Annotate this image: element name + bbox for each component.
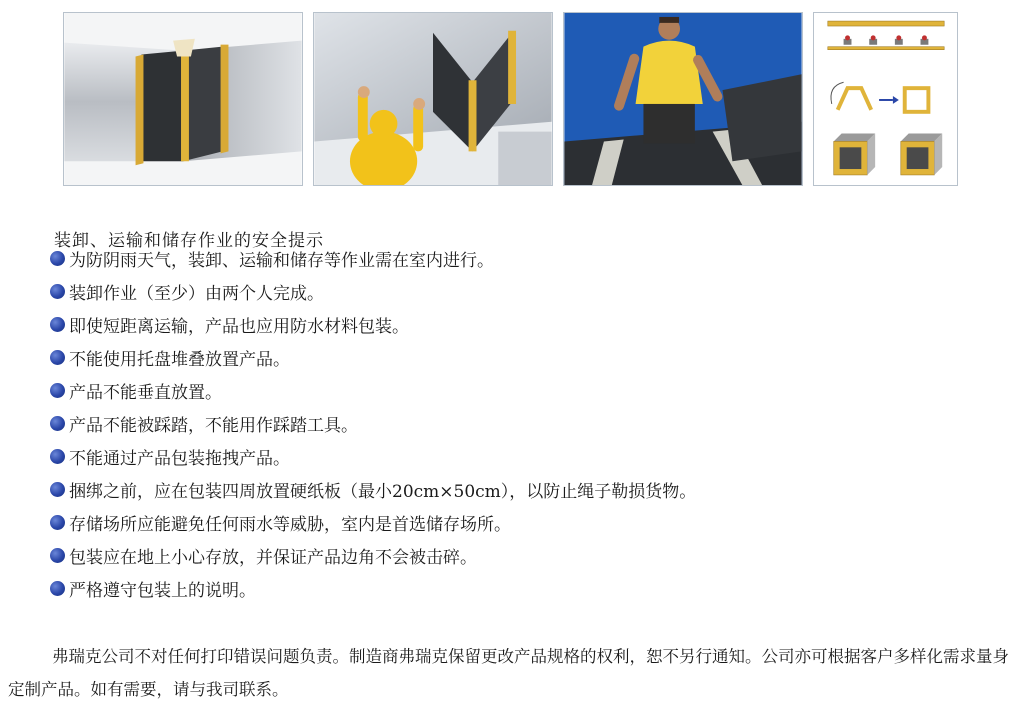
bullet-icon	[50, 383, 65, 398]
list-item	[50, 242, 696, 275]
list-item	[50, 275, 696, 308]
tip-text: 捆绑之前，应在包装四周放置硬纸板（最小20cm×50cm），以防止绳子勒损货物。	[69, 482, 697, 502]
panel-handling-photo-icon	[564, 13, 802, 185]
bullet-icon	[50, 251, 65, 266]
list-item	[50, 539, 696, 572]
duct-installation-photo	[313, 12, 553, 186]
bullet-icon	[50, 350, 65, 365]
tip-text: 装卸作业（至少）由两个人完成。	[69, 284, 324, 304]
photo-row	[63, 12, 959, 188]
tip-text: 为防阴雨天气，装卸、运输和储存等作业需在室内进行。	[69, 251, 494, 271]
bullet-icon	[50, 515, 65, 530]
tip-text: 即使短距离运输，产品也应用防水材料包装。	[69, 317, 409, 337]
disclaimer-paragraph: 弗瑞克公司不对任何打印错误问题负责。制造商弗瑞克保留更改产品规格的权利，恕不另行通知。公司亦可根据客户多样化需求量身定制产品。如有需要，请与我司联系。	[8, 647, 1009, 699]
list-item	[50, 572, 696, 605]
tip-text: 不能使用托盘堆叠放置产品。	[69, 350, 290, 370]
list-item	[50, 407, 696, 440]
bullet-icon	[50, 482, 65, 497]
list-item	[50, 374, 696, 407]
tip-text: 包装应在地上小心存放，并保证产品边角不会被击碎。	[69, 548, 477, 568]
list-item	[50, 506, 696, 539]
duct-joint-photo-icon	[64, 13, 302, 185]
tip-text: 产品不能垂直放置。	[69, 383, 222, 403]
duct-joint-photo	[63, 12, 303, 186]
tip-text: 存储场所应能避免任何雨水等威胁，室内是首选储存场所。	[69, 515, 511, 535]
duct-installation-photo-icon	[314, 13, 552, 185]
bullet-icon	[50, 317, 65, 332]
section-title: 装卸、运输和储存作业的安全提示	[54, 231, 324, 252]
bullet-icon	[50, 548, 65, 563]
list-item	[50, 473, 696, 506]
list-item	[50, 440, 696, 473]
list-item	[50, 308, 696, 341]
tip-text: 严格遵守包装上的说明。	[69, 581, 256, 601]
bullet-icon	[50, 581, 65, 596]
tip-text: 产品不能被踩踏，不能用作踩踏工具。	[69, 416, 358, 436]
panel-handling-photo	[563, 12, 803, 186]
bullet-icon	[50, 284, 65, 299]
bullet-icon	[50, 449, 65, 464]
duct-fabrication-diagram	[813, 12, 958, 186]
list-item	[50, 341, 696, 374]
safety-tips-list	[50, 242, 696, 605]
duct-fabrication-diagram-icon	[814, 13, 957, 185]
tip-text: 不能通过产品包装拖拽产品。	[69, 449, 290, 469]
bullet-icon	[50, 416, 65, 431]
